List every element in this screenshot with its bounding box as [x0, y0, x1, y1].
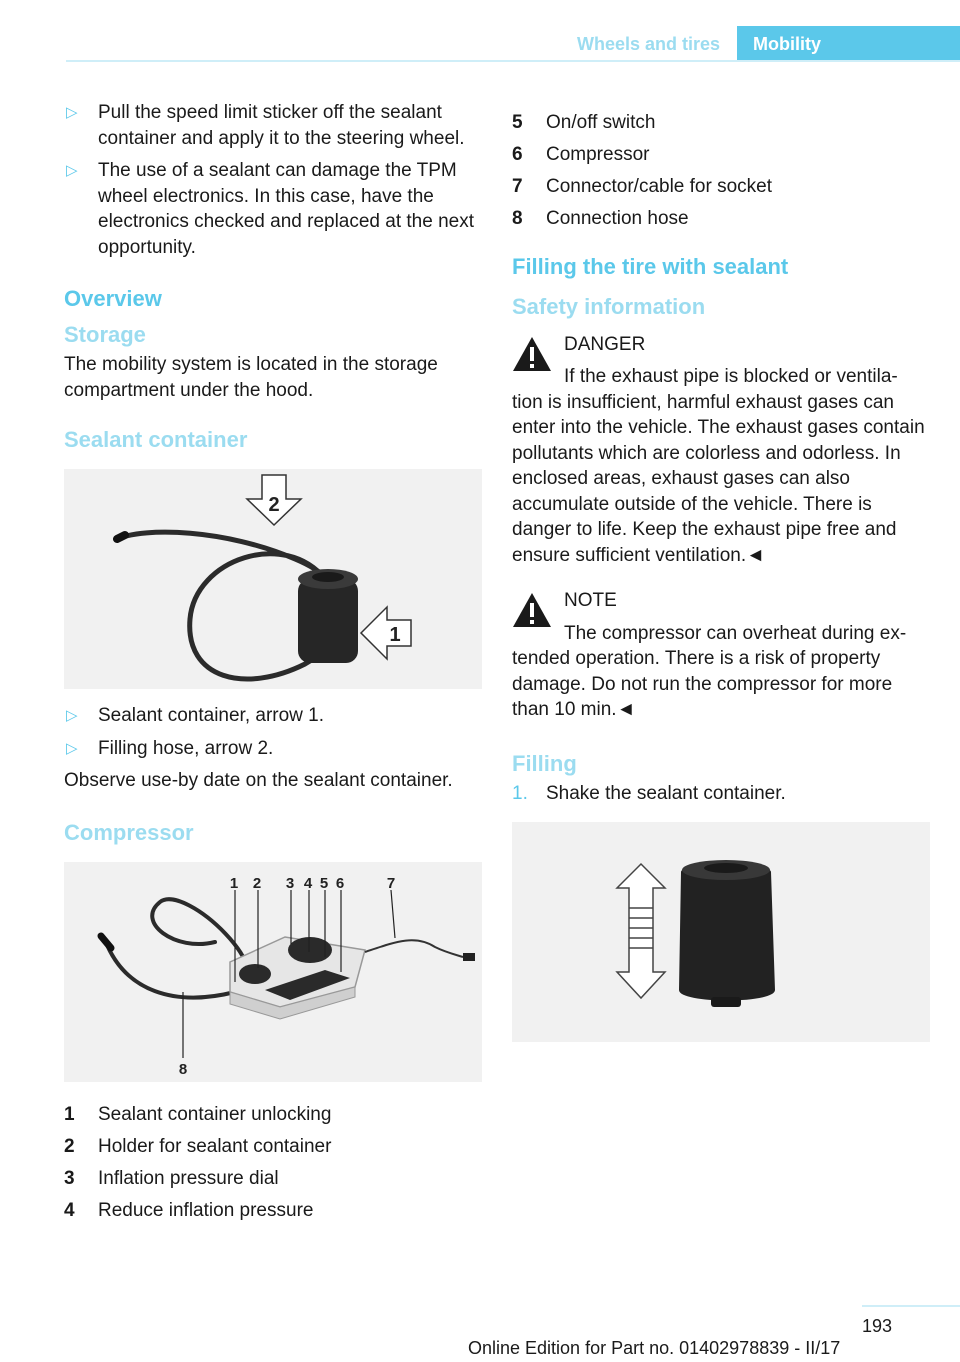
- callout-7: 7: [386, 874, 396, 892]
- safety-heading: Safety information: [512, 293, 706, 319]
- danger-text: tion is insufficient, harmful exhaust gases can enter into the vehicle. The exhaust gases contain pollutants which are colorless and odorless. In enclosed areas, exhaust gases can also accumulate outside of the vehicle. There is danger to life. Keep the exhaust pipe free and ensure sufficient ventilation.◄: [512, 391, 925, 566]
- compressor-illustration: [64, 862, 482, 1082]
- edition-info: Online Edition for Part no. 01402978839 - II/17: [468, 1338, 841, 1358]
- filling-steps: [512, 781, 930, 807]
- compressor-legend-left: [64, 1102, 482, 1224]
- danger-box: [512, 332, 930, 569]
- danger-text-first: If the exhaust pipe is blocked or ventila-: [564, 366, 898, 387]
- legend-item: 8 Connection hose: [512, 208, 689, 229]
- warning-triangle-icon: [512, 336, 552, 372]
- sealant-note: Observe use-by date on the sealant container.: [64, 770, 453, 791]
- danger-title: DANGER: [564, 333, 646, 355]
- note-box: [512, 588, 930, 723]
- legend-item: 6 Compressor: [512, 144, 650, 165]
- note-text-first: The compressor can overheat during ex-: [564, 622, 907, 644]
- legend-item: 1 Sealant container unlocking: [64, 1103, 332, 1125]
- section-title: Wheels and tires: [576, 34, 720, 54]
- list-item: ▷ Sealant container, arrow 1.: [64, 703, 482, 729]
- legend-item: 2 Holder for sealant container: [64, 1135, 332, 1157]
- callout-4: 4: [303, 874, 313, 892]
- footer-rule: [862, 1305, 960, 1307]
- header-rule: [66, 60, 960, 62]
- legend-item: 5 On/off switch: [512, 112, 656, 133]
- top-bullets: [64, 100, 482, 260]
- callout-1: 1: [229, 874, 239, 892]
- sealant-container-illustration: [64, 469, 482, 689]
- callout-6: 6: [335, 874, 345, 892]
- warning-triangle-icon: [512, 592, 552, 628]
- page-header: [0, 26, 960, 62]
- shake-container-illustration: [512, 822, 930, 1042]
- note-title: NOTE: [564, 590, 617, 611]
- page-number: 193: [862, 1316, 893, 1336]
- filling-subheading: Filling: [512, 750, 577, 776]
- compressor-figure: [64, 862, 482, 1082]
- callout-2: 2: [252, 874, 262, 892]
- step-item: 1. Shake the sealant container.: [512, 782, 786, 804]
- list-item: ▷ The use of a sealant can damage the TPM wheel electronics. In this case, have the electronics checked and replaced at the next opportunity.: [66, 160, 475, 258]
- shake-container-figure: [512, 822, 930, 1042]
- callout-5: 5: [319, 874, 329, 892]
- triangle-bullet-icon: ▷: [66, 707, 78, 724]
- arrow-label-2: 2: [268, 494, 280, 516]
- legend-item: 3 Inflation pressure dial: [64, 1167, 279, 1189]
- overview-heading: Overview: [64, 286, 162, 311]
- chapter-tab: Mobility: [737, 26, 960, 62]
- callout-3: 3: [285, 874, 295, 892]
- sealant-bullets: [64, 703, 482, 761]
- compressor-legend-right: [512, 110, 930, 232]
- list-item: ▷ Pull the speed limit sticker off the sealant container and apply it to the steering wheel.: [66, 102, 465, 149]
- note-text: tended operation. There is a risk of property damage. Do not run the compressor for more than 10 min.◄: [512, 648, 893, 720]
- right-column: [512, 110, 930, 1056]
- sealant-heading: Sealant container: [64, 427, 248, 452]
- callout-8: 8: [178, 1060, 188, 1078]
- list-item: ▷ Filling hose, arrow 2.: [64, 736, 482, 762]
- compressor-heading: Compressor: [64, 819, 194, 845]
- triangle-bullet-icon: ▷: [66, 162, 78, 179]
- storage-text: The mobility system is located in the storage compartment under the hood.: [64, 354, 438, 401]
- legend-item: 4 Reduce inflation pressure: [64, 1199, 314, 1221]
- triangle-bullet-icon: ▷: [66, 104, 78, 121]
- left-column: [64, 100, 482, 1230]
- sealant-container-figure: [64, 469, 482, 689]
- storage-heading: Storage: [64, 322, 146, 347]
- arrow-label-1: 1: [389, 624, 401, 646]
- filling-heading: Filling the tire with sealant: [512, 253, 789, 279]
- triangle-bullet-icon: ▷: [66, 739, 78, 757]
- legend-item: 7 Connector/cable for socket: [512, 176, 773, 197]
